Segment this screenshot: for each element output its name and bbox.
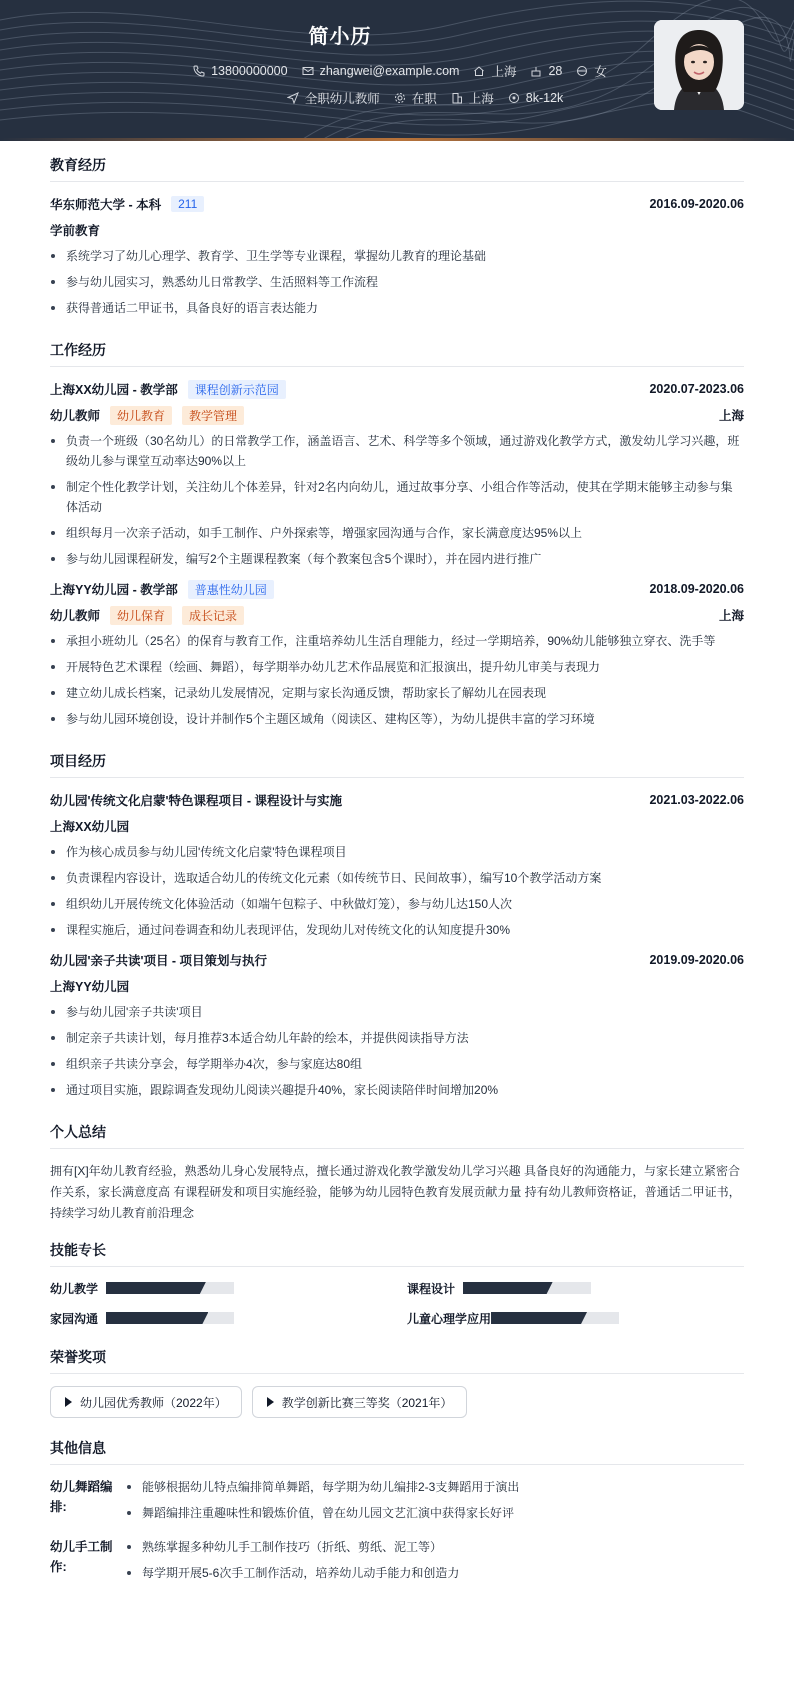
role-tag: 幼儿教育 [110, 406, 172, 425]
list-item: 获得普通话二甲证书，具备良好的语言表达能力 [50, 298, 744, 318]
phone-item [193, 62, 287, 80]
list-item: 组织每月一次亲子活动，如手工制作、户外探索等，增强家园沟通与合作，家长满意度达95%以上 [50, 523, 744, 543]
education-bullets [50, 246, 744, 318]
work-section [50, 340, 744, 729]
education-section [50, 155, 744, 318]
list-item: 通过项目实施，跟踪调查发现幼儿阅读兴趣提升40%，家长阅读陪伴时间增加20% [50, 1080, 744, 1100]
home-icon [473, 65, 485, 77]
skill-item [50, 1309, 387, 1327]
skill-item [407, 1309, 744, 1327]
list-item: 每学期开展5-6次手工制作活动，培养幼儿动手能力和创造力 [126, 1563, 459, 1583]
role-name: 幼儿教师 [50, 409, 101, 423]
list-item: 舞蹈编排注重趣味性和锻炼价值，曾在幼儿园文艺汇演中获得家长好评 [126, 1503, 519, 1523]
award-chip [50, 1386, 242, 1418]
job-type-item [287, 89, 380, 107]
avatar-portrait [654, 20, 744, 110]
list-item: 负责一个班级（30名幼儿）的日常教学工作，涵盖语言、艺术、科学等多个领域，通过游戏化教学方式，激发幼儿学习兴趣，班级幼儿参与课堂互动率达90%以上 [50, 431, 744, 471]
role-row [50, 605, 744, 625]
list-item: 系统学习了幼儿心理学、教育学、卫生学等专业课程，掌握幼儿教育的理论基础 [50, 246, 744, 266]
list-item: 作为核心成员参与幼儿园'传统文化启蒙'特色课程项目 [50, 842, 744, 862]
resume-header [0, 0, 794, 141]
play-icon [65, 1397, 72, 1407]
list-item: 参与幼儿园'亲子共读'项目 [50, 1002, 744, 1022]
other-item [50, 1477, 744, 1529]
city-item [473, 62, 516, 80]
list-item: 制定个性化教学计划，关注幼儿个体差异，针对2名内向幼儿，通过故事分享、小组合作等活动，使其在学期末能够主动参与集体活动 [50, 477, 744, 517]
salary-text: 8k-12k [525, 91, 564, 105]
age-text: 28 [548, 64, 563, 78]
role-tag: 幼儿保育 [110, 606, 172, 625]
work-date: 2020.07-2023.06 [649, 382, 744, 396]
resume-body [50, 155, 744, 1589]
cake-icon [530, 65, 542, 77]
list-item: 承担小班幼儿（25名）的保育与教育工作，注重培养幼儿生活自理能力，经过一学期培养，90%幼儿能够独立穿衣、洗手等 [50, 631, 744, 651]
send-icon [287, 92, 299, 104]
job-type-text: 全职幼儿教师 [304, 92, 380, 106]
work-entry-head [50, 379, 744, 399]
skill-track [491, 1312, 619, 1324]
skill-track [106, 1312, 234, 1324]
gender-icon [576, 65, 588, 77]
list-item: 能够根据幼儿特点编排简单舞蹈，每学期为幼儿编排2-3支舞蹈用于演出 [126, 1477, 519, 1497]
skill-level-bar [106, 1282, 206, 1294]
list-item: 参与幼儿园环境创设，设计并制作5个主题区域角（阅读区、建构区等），为幼儿提供丰富的学习环境 [50, 709, 744, 729]
work-location: 上海 [718, 609, 744, 623]
email-item [302, 62, 460, 80]
target-city-item [451, 89, 494, 107]
work-bullets [50, 631, 744, 729]
skill-item [407, 1279, 744, 1297]
skill-item [50, 1279, 387, 1297]
project-name: 幼儿园'亲子共读'项目 - 项目策划与执行 [50, 954, 268, 968]
company-name: 上海XX幼儿园 - 教学部 [50, 383, 178, 397]
project-org-row [50, 816, 744, 836]
work-entry-head [50, 579, 744, 599]
gear-icon [394, 92, 406, 104]
other-section [50, 1438, 744, 1589]
section-title: 教育经历 [50, 155, 744, 182]
list-item: 参与幼儿园课程研发，编写2个主题课程教案（每个教案包含5个课时），并在园内进行推广 [50, 549, 744, 569]
contact-row [0, 62, 680, 80]
skill-name: 课程设计 [407, 1281, 456, 1296]
skill-level-bar [491, 1312, 587, 1324]
role-name: 幼儿教师 [50, 609, 101, 623]
job-intent-row [0, 89, 680, 107]
section-title: 其他信息 [50, 1438, 744, 1465]
list-item: 负责课程内容设计，选取适合幼儿的传统文化元素（如传统节日、民间故事），编写10个教学活动方案 [50, 868, 744, 888]
skill-level-bar [106, 1312, 208, 1324]
project-bullets [50, 842, 744, 940]
phone-icon [193, 65, 205, 77]
other-bullets [126, 1537, 459, 1589]
awards-section [50, 1347, 744, 1418]
skills-section [50, 1240, 744, 1327]
gender-item [576, 62, 607, 80]
awards-list [50, 1386, 744, 1418]
project-name: 幼儿园'传统文化启蒙'特色课程项目 - 课程设计与实施 [50, 794, 343, 808]
skill-track [463, 1282, 591, 1294]
work-date: 2018.09-2020.06 [649, 582, 744, 596]
list-item: 制定亲子共读计划，每月推荐3本适合幼儿年龄的绘本，并提供阅读指导方法 [50, 1028, 744, 1048]
skill-level-bar [463, 1282, 553, 1294]
role-tag: 成长记录 [182, 606, 244, 625]
project-date: 2021.03-2022.06 [649, 793, 744, 807]
gender-text: 女 [594, 65, 607, 79]
education-date: 2016.09-2020.06 [649, 197, 744, 211]
award-label: 幼儿园优秀教师（2022年） [80, 1395, 227, 1410]
list-item: 建立幼儿成长档案，记录幼儿发展情况，定期与家长沟通反馈，帮助家长了解幼儿在园表现 [50, 683, 744, 703]
project-bullets [50, 1002, 744, 1100]
skills-grid [50, 1279, 744, 1327]
work-location: 上海 [718, 409, 744, 423]
education-entry-head [50, 194, 744, 214]
project-entry-head [50, 950, 744, 970]
role-tag: 教学管理 [182, 406, 244, 425]
summary-section [50, 1122, 744, 1224]
projects-section [50, 751, 744, 1100]
email-icon [302, 65, 314, 77]
project-org-row [50, 976, 744, 996]
section-title: 荣誉奖项 [50, 1347, 744, 1374]
skill-name: 幼儿教学 [50, 1281, 99, 1296]
candidate-name: 简小历 [308, 26, 372, 48]
section-title: 项目经历 [50, 751, 744, 778]
other-bullets [126, 1477, 519, 1529]
school-tag: 211 [171, 196, 204, 212]
project-entry-head [50, 790, 744, 810]
phone-text: 13800000000 [211, 64, 288, 78]
city-text: 上海 [491, 65, 517, 79]
email-text: zhangwei@example.com [319, 64, 460, 78]
major-name: 学前教育 [50, 224, 101, 238]
project-org: 上海YY幼儿园 [50, 980, 130, 994]
major-row [50, 220, 744, 240]
list-item: 参与幼儿园实习，熟悉幼儿日常教学、生活照料等工作流程 [50, 272, 744, 292]
skill-name: 儿童心理学应用 [407, 1311, 492, 1326]
section-title: 个人总结 [50, 1122, 744, 1149]
summary-text: 拥有[X]年幼儿教育经验，熟悉幼儿身心发展特点，擅长通过游戏化教学激发幼儿学习兴趣 具备良好的沟通能力，与家长建立紧密合作关系，家长满意度高 有课程研发和项目实施经验，能够为幼儿园特色教育发展贡献力量 持有幼儿教师资格证，普通话二甲证书，持续学习幼儿教育前沿理念 [50, 1164, 741, 1220]
other-item [50, 1537, 744, 1589]
role-row [50, 405, 744, 425]
award-label: 教学创新比赛三等奖（2021年） [281, 1395, 453, 1410]
other-label: 幼儿手工制作: [50, 1540, 113, 1574]
salary-icon [508, 92, 520, 104]
list-item: 组织幼儿开展传统文化体验活动（如端午包粽子、中秋做灯笼），参与幼儿达150人次 [50, 894, 744, 914]
skill-track [106, 1282, 234, 1294]
list-item: 课程实施后，通过问卷调查和幼儿表现评估，发现幼儿对传统文化的认知度提升30% [50, 920, 744, 940]
award-chip [252, 1386, 468, 1418]
play-icon [267, 1397, 274, 1407]
list-item: 熟练掌握多种幼儿手工制作技巧（折纸、剪纸、泥工等） [126, 1537, 459, 1557]
building-icon [451, 92, 463, 104]
list-item: 组织亲子共读分享会，每学期举办4次，参与家庭达80组 [50, 1054, 744, 1074]
project-org: 上海XX幼儿园 [50, 820, 130, 834]
profile-photo [654, 20, 744, 110]
school-name: 华东师范大学 - 本科 [50, 198, 162, 212]
skill-name: 家园沟通 [50, 1311, 99, 1326]
list-item: 开展特色艺术课程（绘画、舞蹈），每学期举办幼儿艺术作品展览和汇报演出，提升幼儿审美与表现力 [50, 657, 744, 677]
salary-item [508, 89, 564, 107]
company-name: 上海YY幼儿园 - 教学部 [50, 583, 178, 597]
company-tag: 课程创新示范园 [188, 380, 286, 399]
other-label: 幼儿舞蹈编排: [50, 1480, 113, 1514]
section-title: 工作经历 [50, 340, 744, 367]
age-item [530, 62, 562, 80]
header-accent-bar [0, 138, 794, 141]
company-tag: 普惠性幼儿园 [188, 580, 274, 599]
status-text: 在职 [411, 92, 437, 106]
status-item [394, 89, 437, 107]
section-title: 技能专长 [50, 1240, 744, 1267]
work-bullets [50, 431, 744, 569]
target-city-text: 上海 [468, 92, 494, 106]
project-date: 2019.09-2020.06 [649, 953, 744, 967]
